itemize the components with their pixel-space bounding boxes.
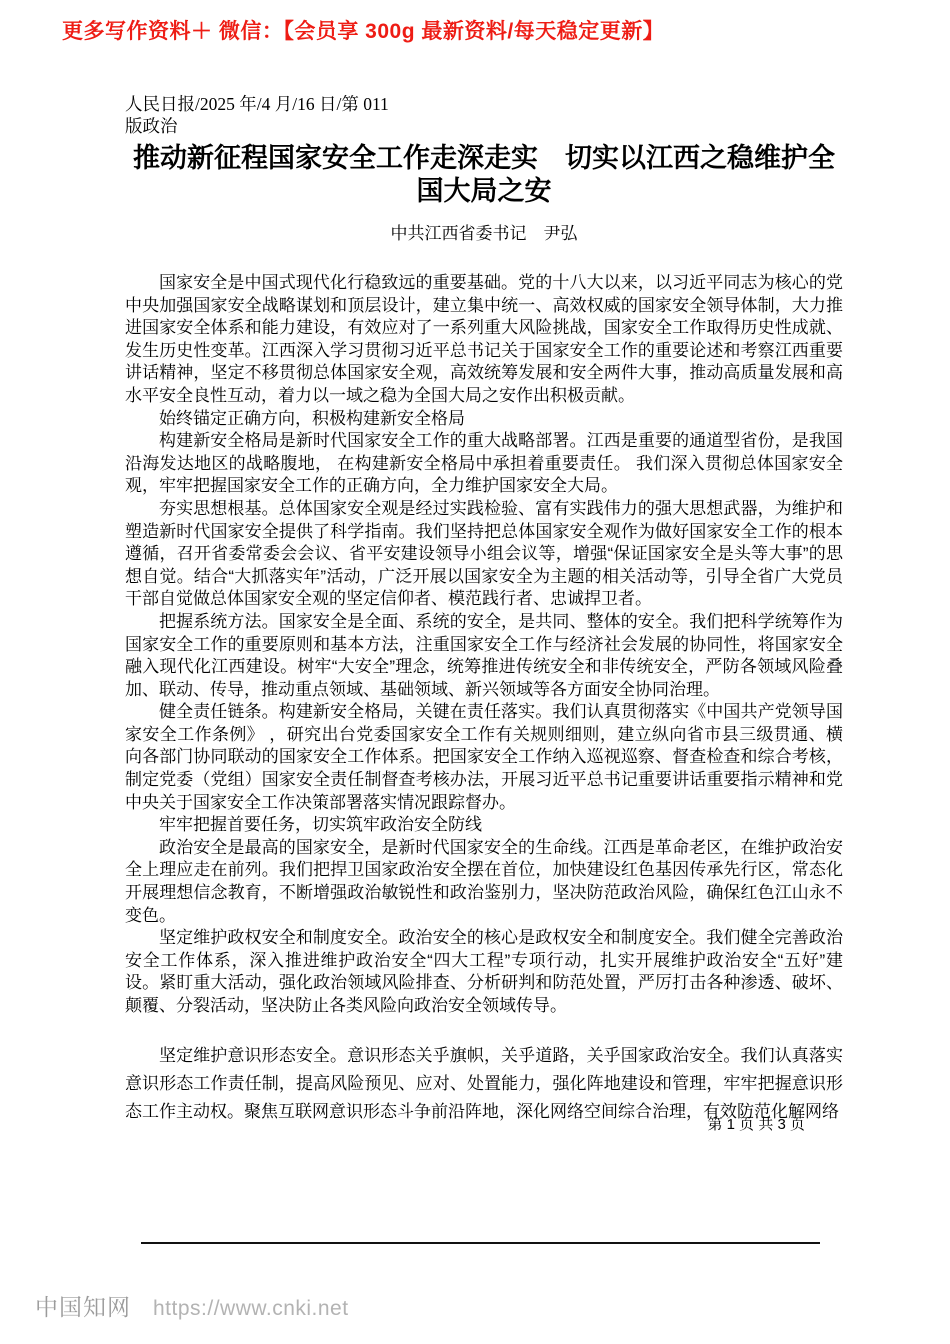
promo-banner: 更多写作资料＋ 微信：【会员享 300g 最新资料/每天稳定更新】 xyxy=(62,20,665,43)
section-heading-2: 牢牢把握首要任务，切实筑牢政治安全防线 xyxy=(159,815,482,835)
paragraph-intro: 国家安全是中国式现代化行稳致远的重要基础。党的十八大以来，以习近平同志为核心的党中央加强国家安全战略谋划和顶层设计，建立集中统一、高效权威的国家安全领导体制，大力推进国家安全体系和能力建设，有效应对了一系列重大风险挑战，国家安全工作取得历史性成就、发生历史性变革。江西深入学习贯彻习近平总书记关于国家安全工作的重要论述和考察江西重要讲话精神，坚定不移贯彻总体国家安全观，高效统筹发展和安全两件大事，推动高质量发展和高水平安全良性互动，着力以一域之稳为全国大局之安作出积极贡献。 xyxy=(125,273,843,405)
paragraph: 构建新安全格局是新时代国家安全工作的重大战略部署。江西是重要的通道型省份，是我国沿海发达地区的战略腹地， 在构建新安全格局中承担着重要责任。 我们深入贯彻总体国家安全观，牢牢把握国家安全工作的正确方向，全力维护国家安全大局。 xyxy=(125,431,843,496)
article xyxy=(125,93,843,1126)
article-author: 中共江西省委书记 尹弘 xyxy=(390,224,578,243)
paragraph: 把握系统方法。国家安全是全面、系统的安全，是共同、整体的安全。我们把科学统筹作为国家安全工作的重要原则和基本方法，注重国家安全工作与经济社会发展的协同性，将国家安全融入现代化江西建设。树牢“大安全”理念，统筹推进传统安全和非传统安全，严防各领域风险叠加、联动、传导，推动重点领域、基础领域、新兴领域等各方面安全协同治理。 xyxy=(125,611,843,699)
paragraph: 健全责任链条。构建新安全格局，关键在责任落实。我们认真贯彻落实《中国共产党领导国家安全工作条例》 ，研究出台党委国家安全工作有关规则细则，建立纵向省市县三级贯通、横向各部门协同联动的国家安全工作体系。把国家安全工作纳入巡视巡察、督查检查和综合考核，制定党委（党组）国家安全责任制督查考核办法，开展习近平总书记重要讲话重要指示精神和党中央关于国家安全工作决策部署落实情况跟踪督办。 xyxy=(125,702,843,812)
paragraph: 坚定维护政权安全和制度安全。政治安全的核心是政权安全和制度安全。我们健全完善政治安全工作体系，深入推进维护政治安全“四大工程”专项行动，扎实开展维护政治安全“五好”建设。紧盯重大活动，强化政治领域风险排查、分析研判和防范处置，严厉打击各种渗透、破坏、颠覆、分裂活动，坚决防止各类风险向政治安全领域传导。 xyxy=(125,928,843,1015)
paragraph: 夯实思想根基。总体国家安全观是经过实践检验、富有实践伟力的强大思想武器，为维护和塑造新时代国家安全提供了科学指南。我们坚持把总体国家安全观作为做好国家安全工作的根本遵循，召开省委常委会会议、省平安建设领导小组会议等，增强“保证国家安全是头等大事”的思想自觉。结合“大抓落实年”活动，广泛开展以国家安全为主题的相关活动等，引导全省广大党员干部自觉做总体国家安全观的坚定信仰者、模范践行者、忠诚捍卫者。 xyxy=(125,498,843,609)
footer xyxy=(35,1289,349,1322)
article-meta xyxy=(125,93,843,137)
footer-divider xyxy=(141,1242,820,1244)
paragraph: 政治安全是最高的国家安全，是新时代国家安全的生命线。江西是革命老区，在维护政治安全上理应走在前列。我们把捍卫国家政治安全摆在首位，加快建设红色基因传承先行区，常态化开展理想信念教育，不断增强政治敏锐性和政治鉴别力，坚决防范政治风险，确保红色江山永不变色。 xyxy=(125,837,843,925)
cnki-logo: 中国知网 xyxy=(35,1294,131,1320)
paragraph: 坚定维护意识形态安全。意识形态关乎旗帜，关乎道路，关乎国家政治安全。我们认真落实意识形态工作责任制，提高风险预见、应对、处置能力，强化阵地建设和管理，牢牢把握意识形态工作主动权。聚焦互联网意识形态斗争前沿阵地，深化网络空间综合治理，有效防范化解网络 xyxy=(125,1045,843,1121)
page-number: 第 1 页 共 3 页 xyxy=(707,1116,805,1133)
article-title: 推动新征程国家安全工作走深走实 切实以江西之稳维护全国大局之安 xyxy=(133,143,835,206)
meta-source-line: 人民日报/2025 年/4 月/16 日/第 011 xyxy=(125,94,389,114)
meta-section-line: 版政治 xyxy=(125,116,178,136)
section-heading-1: 始终锚定正确方向，积极构建新安全格局 xyxy=(159,408,465,428)
article-body xyxy=(125,272,843,1126)
cnki-url-link[interactable]: https://www.cnki.net xyxy=(153,1297,349,1320)
